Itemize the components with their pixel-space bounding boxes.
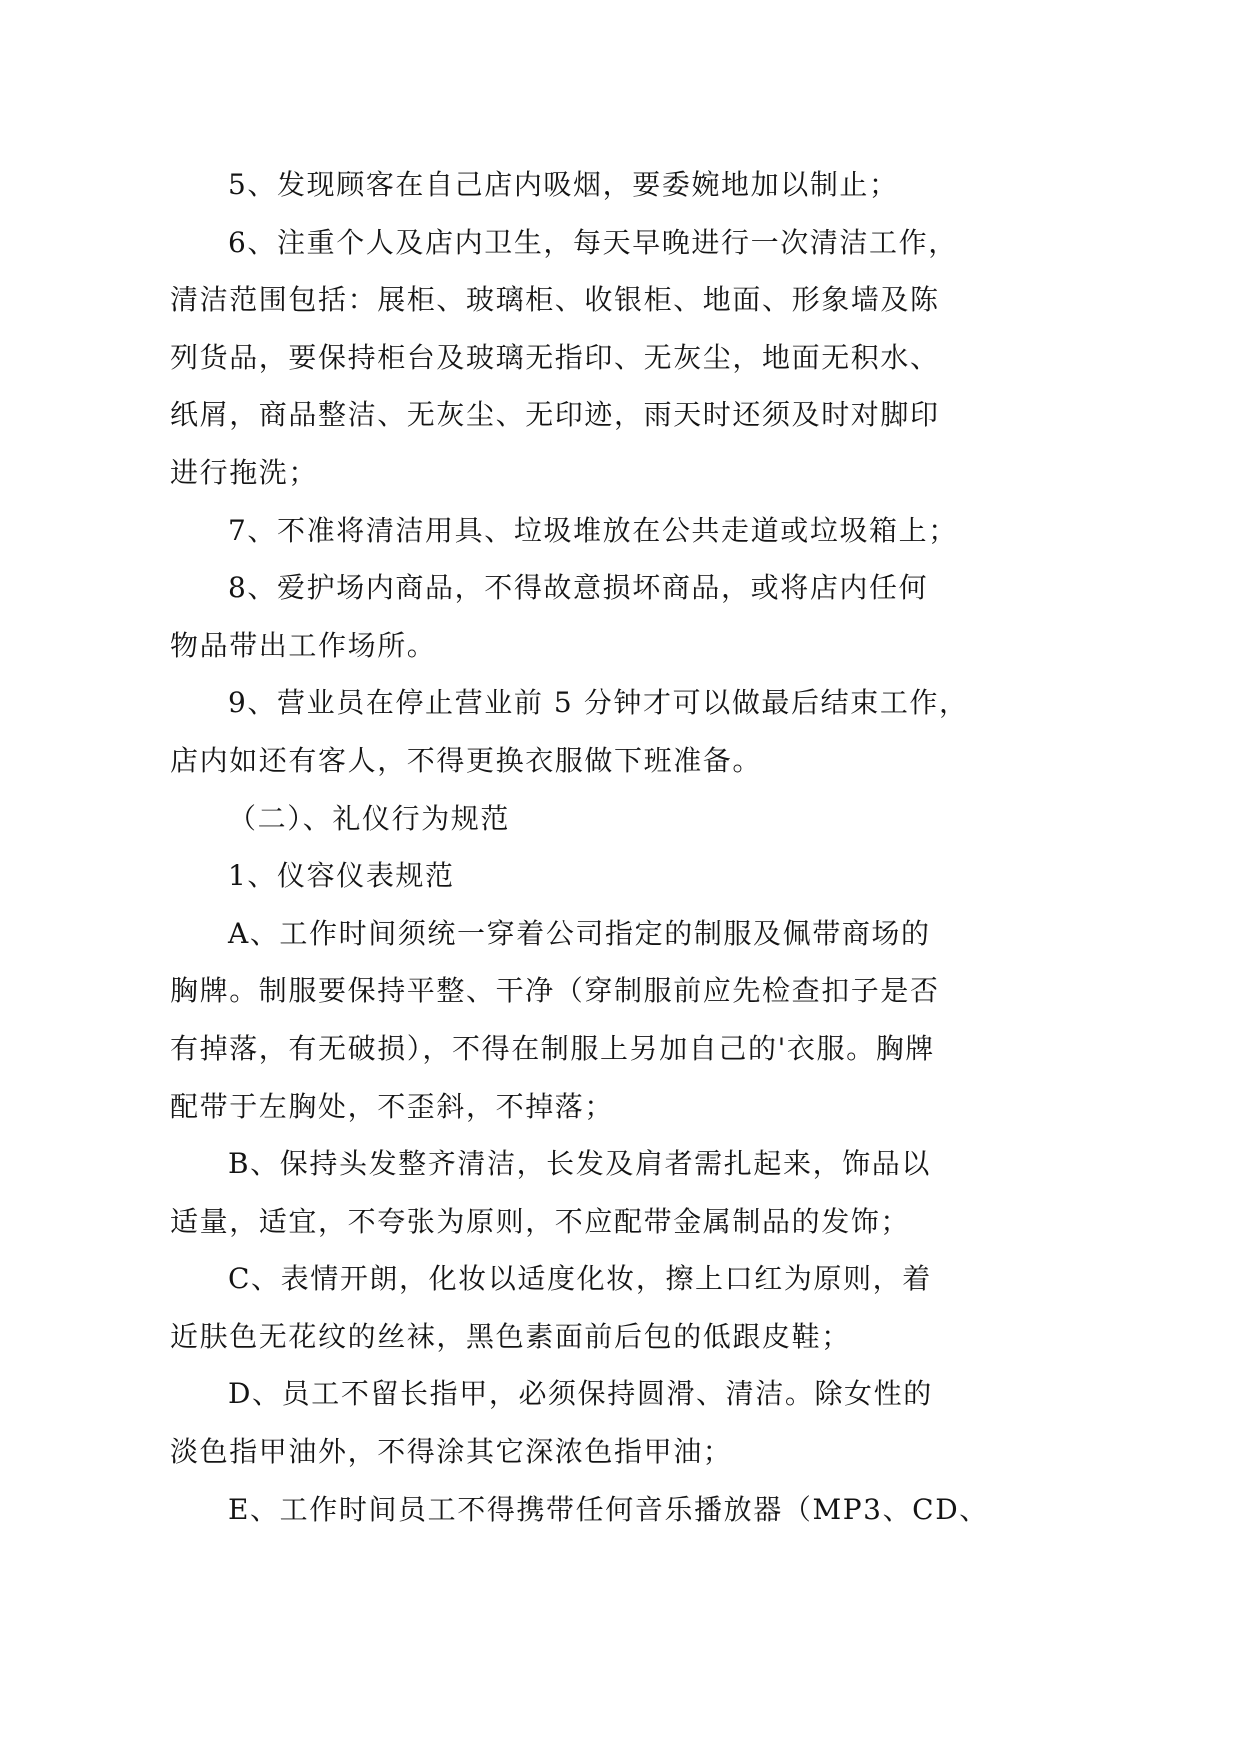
text-line: A、工作时间须统一穿着公司指定的制服及佩带商场的 [228, 916, 931, 950]
section-heading-text: （二）、礼仪行为规范 [228, 801, 511, 835]
list-item-9 [170, 674, 990, 789]
list-item-7 [170, 502, 990, 560]
list-item-5 [170, 156, 990, 214]
list-item-d [170, 1365, 990, 1480]
subsection-heading-text: 1、仪容仪表规范 [228, 859, 455, 893]
list-item-c [170, 1250, 990, 1365]
section-heading [170, 790, 990, 848]
text-line: B、保持头发整齐清洁，长发及肩者需扎起来，饰品以 [228, 1147, 931, 1181]
text-line: 淡色指甲油外，不得涂其它深浓色指甲油； [170, 1435, 733, 1469]
text-line: 7、不准将清洁用具、垃圾堆放在公共走道或垃圾箱上； [228, 513, 958, 547]
subsection-heading [170, 847, 990, 905]
text-line: E、工作时间员工不得携带任何音乐播放器（MP3、CD、 [228, 1492, 989, 1526]
text-line: 胸牌。制服要保持平整、干净（穿制服前应先检查扣子是否 [170, 974, 940, 1008]
text-line: 进行拖洗； [170, 455, 319, 489]
text-line: 6、注重个人及店内卫生，每天早晚进行一次清洁工作， [228, 225, 958, 259]
document-body [170, 156, 990, 1538]
list-item-6 [170, 214, 990, 502]
text-line: C、表情开朗，化妆以适度化妆，擦上口红为原则，着 [228, 1262, 932, 1296]
text-line: 店内如还有客人，不得更换衣服做下班准备。 [170, 743, 763, 777]
text-line: 配带于左胸处，不歪斜，不掉落； [170, 1089, 615, 1123]
text-line: 适量，适宜，不夸张为原则，不应配带金属制品的发饰； [170, 1204, 911, 1238]
list-item-a [170, 905, 990, 1135]
text-line: 纸屑，商品整洁、无灰尘、无印迹，雨天时还须及时对脚印 [170, 398, 940, 432]
text-line: 9、营业员在停止营业前 5 分钟才可以做最后结束工作， [228, 686, 969, 720]
text-line: 有掉落，有无破损），不得在制服上另加自己的'衣服。胸牌 [170, 1031, 935, 1065]
text-line: 5、发现顾客在自己店内吸烟，要委婉地加以制止； [228, 168, 899, 201]
list-item-b [170, 1135, 990, 1250]
text-line: 8、爱护场内商品，不得故意损坏商品，或将店内任何 [228, 571, 929, 605]
list-item-8 [170, 559, 990, 674]
text-line: 近肤色无花纹的丝袜，黑色素面前后包的低跟皮鞋； [170, 1319, 851, 1353]
text-line: 清洁范围包括：展柜、玻璃柜、收银柜、地面、形象墙及陈 [170, 283, 940, 317]
text-line: D、员工不留长指甲，必须保持圆滑、清洁。除女性的 [228, 1377, 933, 1411]
list-item-e [170, 1481, 990, 1539]
text-line: 物品带出工作场所。 [170, 628, 437, 662]
text-line: 列货品，要保持柜台及玻璃无指印、无灰尘，地面无积水、 [170, 340, 940, 374]
